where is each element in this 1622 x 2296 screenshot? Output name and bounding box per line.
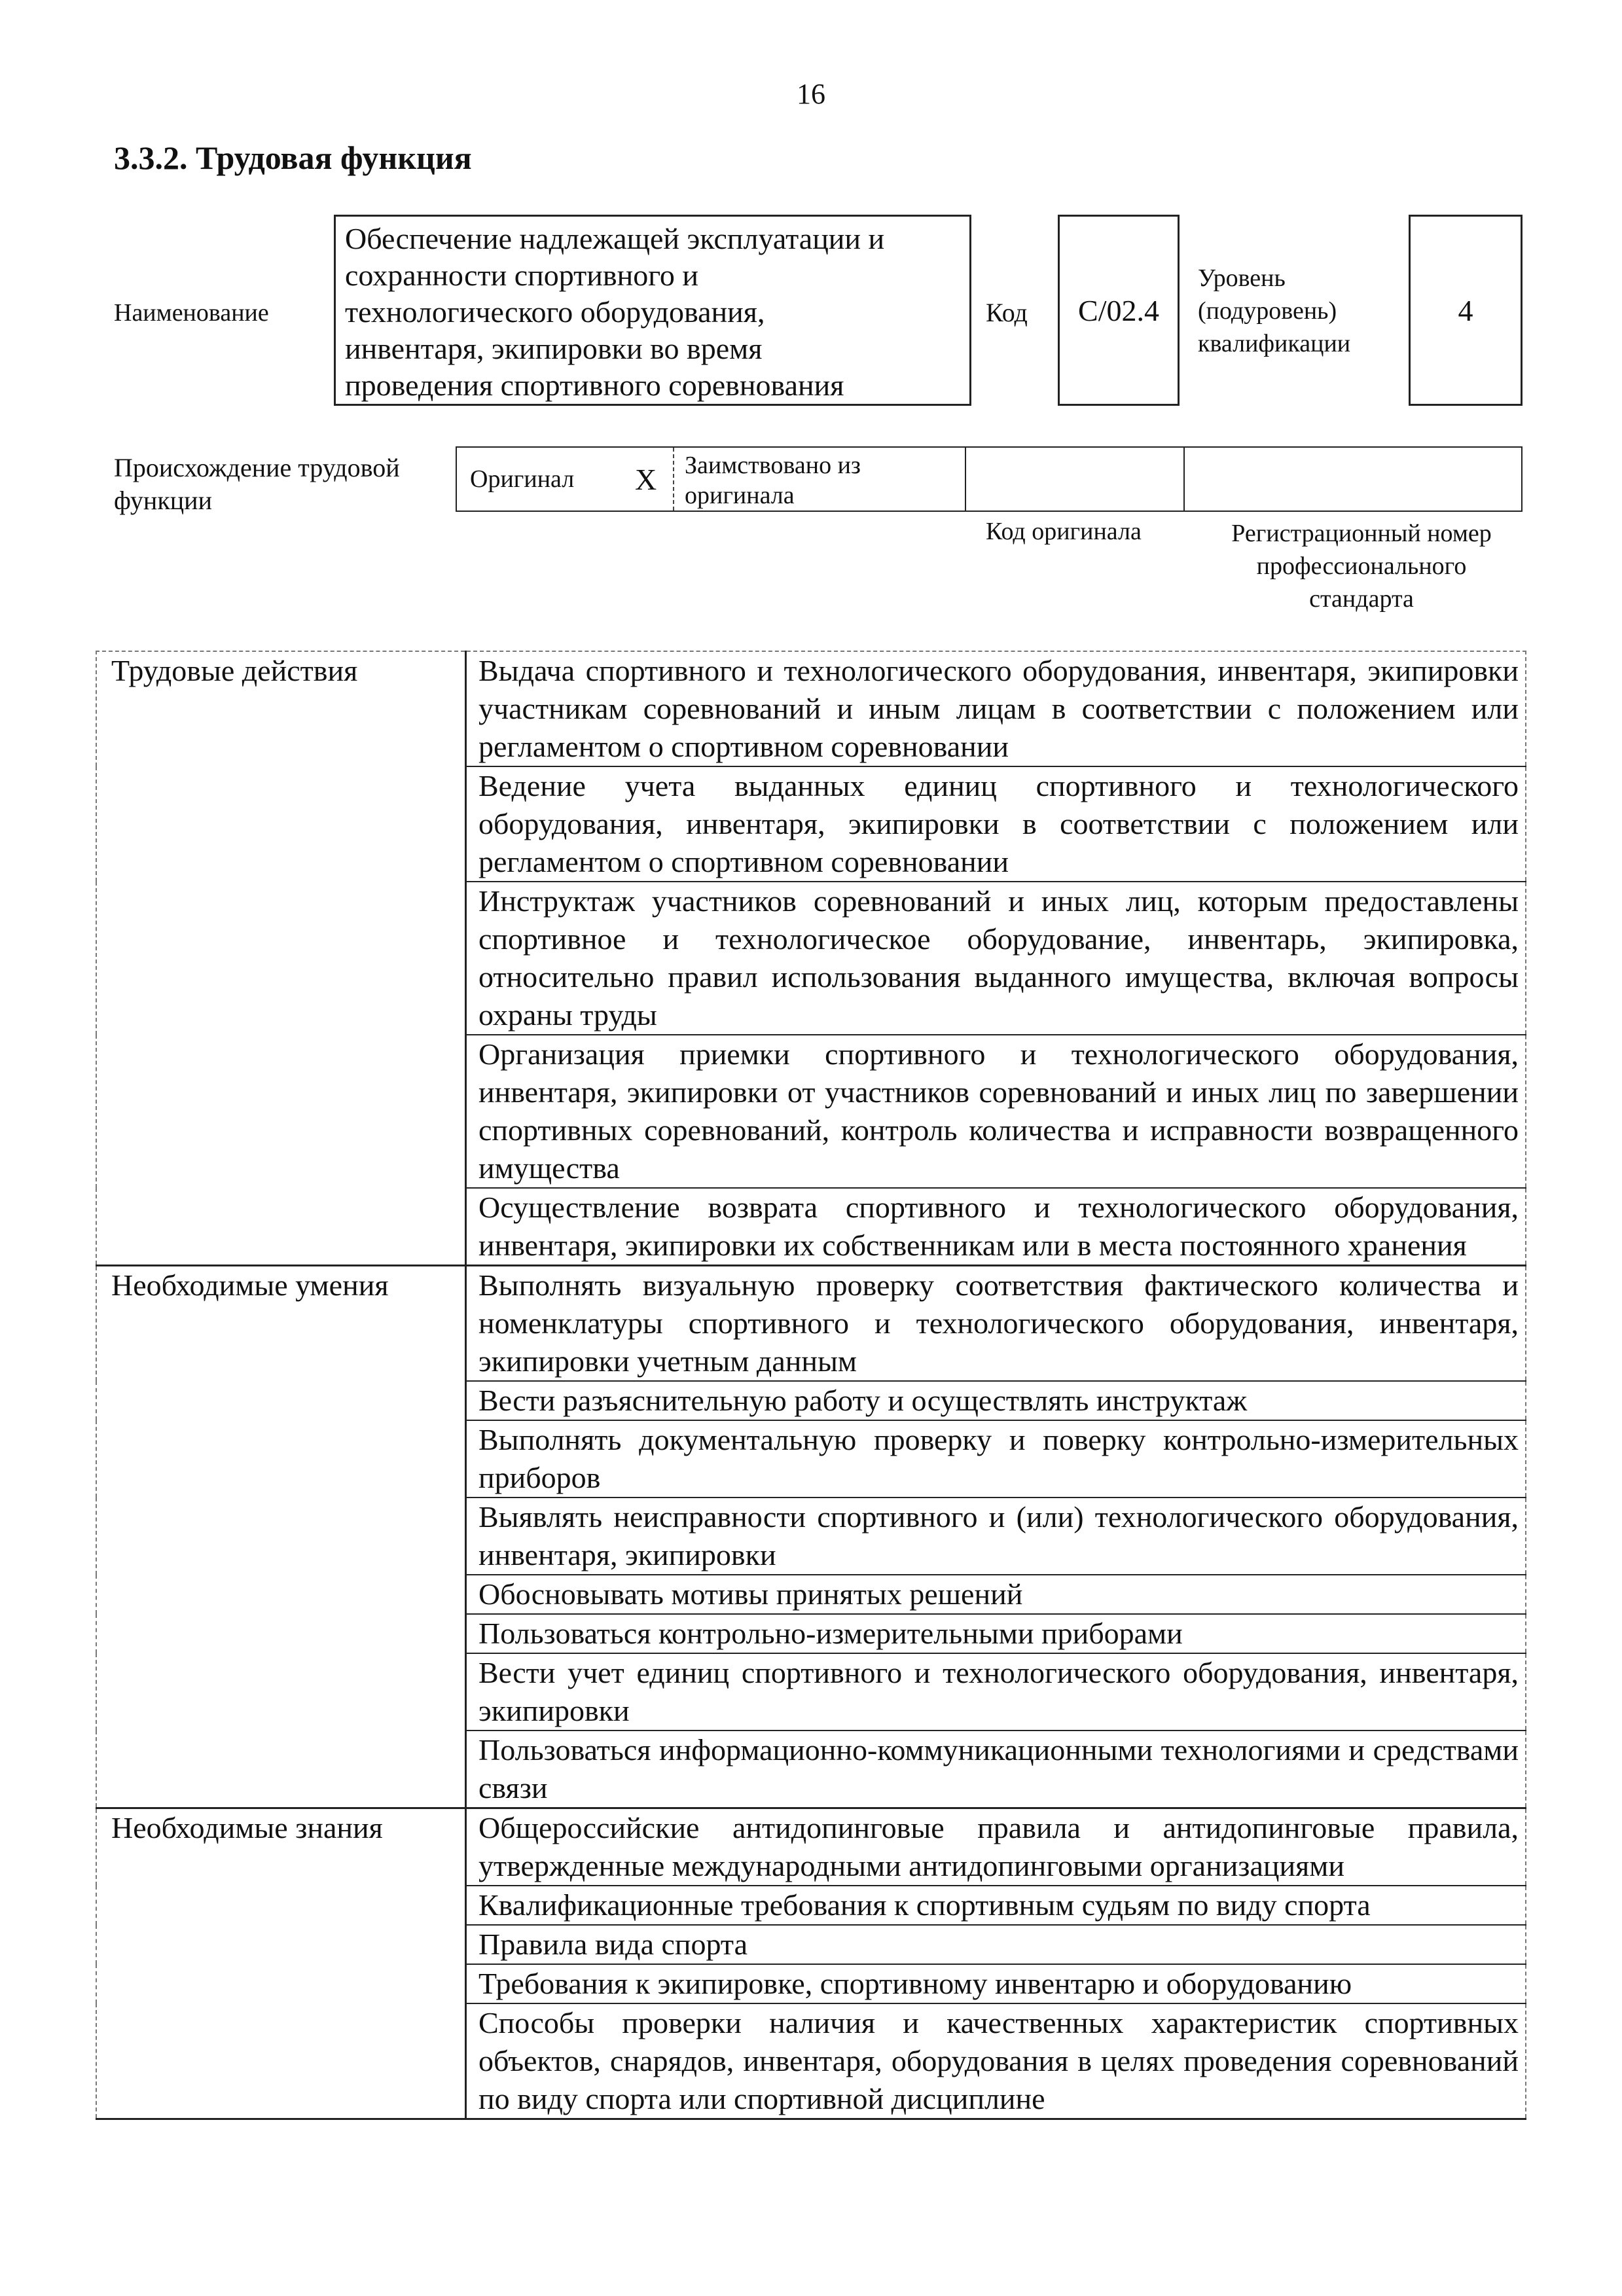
level-label bbox=[1198, 262, 1350, 360]
original-mark: X bbox=[635, 463, 657, 496]
table-cell: Выполнять документальную проверку и поверку контрольно-измерительных приборов bbox=[466, 1420, 1526, 1498]
original-label: Оригинал bbox=[470, 465, 575, 493]
level-value: 4 bbox=[1409, 215, 1523, 406]
origin-table bbox=[456, 446, 1523, 512]
table-cell: Пользоваться контрольно-измерительными приборами bbox=[466, 1614, 1526, 1653]
function-name-line: сохранности спортивного и bbox=[345, 259, 699, 292]
borrowed-label-line: Заимствовано из bbox=[685, 452, 861, 479]
table-cell: Требования к экипировке, спортивному инвентарю и оборудованию bbox=[466, 1964, 1526, 2003]
table-row bbox=[96, 1808, 1526, 1886]
table-cell: Выдача спортивного и технологического оборудования, инвентаря, экипировки участникам соревнований и иным лицам в соответствии с положением или регламентом о спортивном соревновании bbox=[466, 651, 1526, 766]
level-label-line: (подуровень) bbox=[1198, 297, 1337, 325]
table-row bbox=[96, 1266, 1526, 1382]
name-label: Наименование bbox=[114, 299, 269, 327]
table-cell: Вести разъяснительную работу и осуществлять инструктаж bbox=[466, 1381, 1526, 1420]
table-cell: Обосновывать мотивы принятых решений bbox=[466, 1575, 1526, 1614]
code-original-label: Код оригинала bbox=[986, 518, 1142, 545]
function-name-line: проведения спортивного соревнования bbox=[345, 368, 844, 402]
table-cell: Квалификационные требования к спортивным судьям по виду спорта bbox=[466, 1886, 1526, 1925]
table-row bbox=[96, 651, 1526, 766]
category-cell: Необходимые знания bbox=[96, 1808, 466, 2119]
reg-label-line: стандарта bbox=[1309, 585, 1414, 613]
function-details-table bbox=[96, 651, 1526, 2120]
table-cell: Правила вида спорта bbox=[466, 1925, 1526, 1964]
table-cell: Пользоваться информационно-коммуникационными технологиями и средствами связи bbox=[466, 1731, 1526, 1808]
category-cell: Необходимые умения bbox=[96, 1266, 466, 1808]
table-cell: Осуществление возврата спортивного и технологического оборудования, инвентаря, экипировки их собственникам или в места постоянного хранения bbox=[466, 1188, 1526, 1266]
table-cell: Инструктаж участников соревнований и иных лиц, которым предоставлены спортивное и технологическое оборудование, инвентарь, экипировка, относительно правил использования выданного имущества, включая вопросы охраны труды bbox=[466, 882, 1526, 1035]
table-cell: Ведение учета выданных единиц спортивного и технологического оборудования, инвентаря, экипировки в соответствии с положением или регламентом о спортивном соревновании bbox=[466, 766, 1526, 882]
borrowed-label bbox=[685, 450, 861, 511]
table-cell: Организация приемки спортивного и технологического оборудования, инвентаря, экипировки от участников соревнований и иных лиц по завершении спортивных соревнований, контроль количества и исправности возвращенного имущества bbox=[466, 1035, 1526, 1188]
function-name-line: технологического оборудования, bbox=[345, 295, 765, 329]
code-value: C/02.4 bbox=[1058, 215, 1180, 406]
function-name-box bbox=[334, 215, 971, 406]
reg-label-line: Регистрационный номер bbox=[1231, 520, 1492, 547]
section-title: 3.3.2. Трудовая функция bbox=[114, 139, 472, 176]
page-number: 16 bbox=[797, 78, 825, 110]
level-label-line: Уровень bbox=[1198, 264, 1286, 292]
table-cell: Выявлять неисправности спортивного и (или) технологического оборудования, инвентаря, экипировки bbox=[466, 1498, 1526, 1575]
table-cell: Выполнять визуальную проверку соответствия фактического количества и номенклатуры спортивного и технологического оборудования, инвентаря, экипировки учетным данным bbox=[466, 1266, 1526, 1382]
table-cell: Общероссийские антидопинговые правила и антидопинговые правила, утвержденные международными антидопинговыми организациями bbox=[466, 1808, 1526, 1886]
origin-divider bbox=[965, 448, 966, 511]
table-cell: Способы проверки наличия и качественных характеристик спортивных объектов, снарядов, инвентаря, оборудования в целях проведения соревнований по виду спорта или спортивной дисциплине bbox=[466, 2003, 1526, 2119]
code-label: Код bbox=[986, 298, 1028, 327]
origin-label-line: функции bbox=[114, 486, 212, 515]
origin-divider bbox=[673, 448, 674, 511]
origin-label bbox=[114, 452, 400, 517]
function-name-line: Обеспечение надлежащей эксплуатации и bbox=[345, 222, 885, 255]
registration-number-label bbox=[1198, 517, 1525, 615]
function-name-line: инвентаря, экипировки во время bbox=[345, 332, 763, 365]
level-label-line: квалификации bbox=[1198, 330, 1351, 357]
reg-label-line: профессионального bbox=[1256, 552, 1467, 580]
table-cell: Вести учет единиц спортивного и технологического оборудования, инвентаря, экипировки bbox=[466, 1653, 1526, 1731]
origin-divider bbox=[1183, 448, 1185, 511]
borrowed-label-line: оригинала bbox=[685, 482, 795, 509]
category-cell: Трудовые действия bbox=[96, 651, 466, 1266]
origin-label-line: Происхождение трудовой bbox=[114, 453, 400, 482]
